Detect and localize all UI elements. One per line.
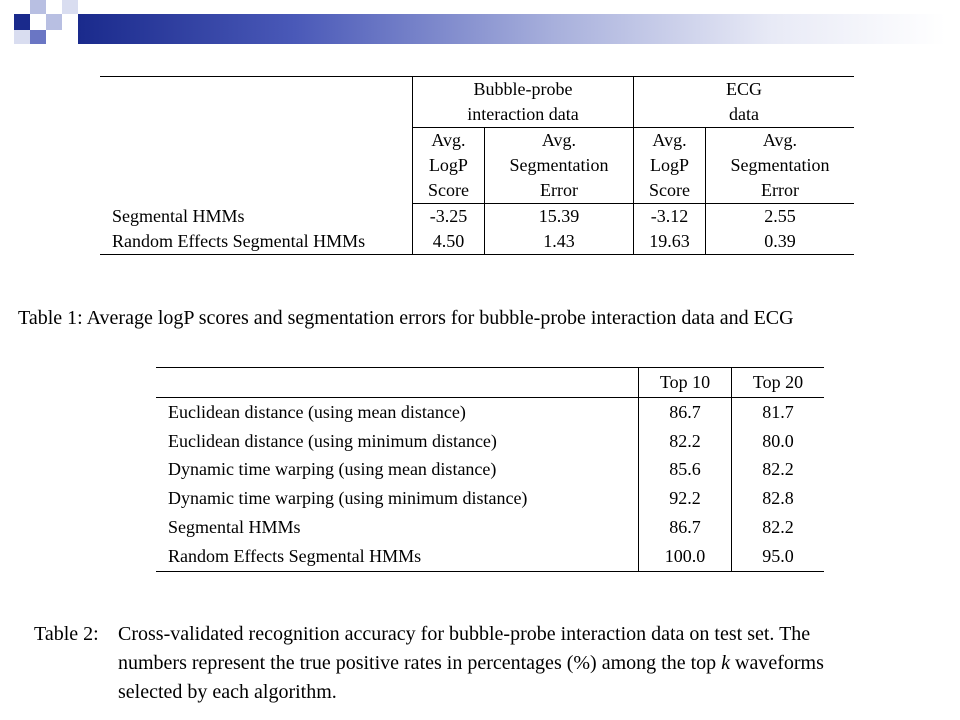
table2-cell: 86.7 [639,397,732,426]
table2-cell: 80.0 [762,430,794,451]
header-gradient-bar [78,14,946,44]
table-1 [100,76,854,255]
subheader-line: Segmentation [509,155,609,175]
table-row [156,484,824,513]
table-row [156,513,824,542]
table2-row-label: Euclidean distance (using minimum distance) [156,427,639,456]
subheader-line: Avg. [652,130,687,150]
caption-text: numbers represent the true positive rates in percentages (%) among the top [118,652,722,674]
table2-row-label: Dynamic time warping (using minimum distance) [156,484,639,513]
subheader-line: LogP [650,155,690,175]
table1-cell: -3.12 [634,204,706,230]
table1-group-bubble-line2: interaction data [467,104,579,124]
table2-cell: 82.2 [762,459,794,480]
table1-cell: 19.63 [634,229,706,255]
table1-cell: 0.39 [705,229,854,255]
subheader-line: LogP [428,155,468,175]
table-row [156,427,824,456]
table2-caption-line2 [118,649,950,678]
table2-header-top20: Top 20 [732,368,824,398]
table1-caption: Table 1: Average logP scores and segmentation errors for bubble-probe interaction data and ECG [18,307,794,329]
table2-row-label: Segmental HMMs [156,513,639,542]
table2-cell: 86.7 [639,513,732,542]
caption-k: k [721,652,731,674]
table2-cell: 85.6 [639,455,732,484]
table2-cell: 82.2 [639,427,732,456]
table1-cell: 15.39 [484,204,633,230]
table2-corner [156,368,639,398]
table1-subheader-2 [484,128,633,204]
subheader-line: Avg. [762,130,798,150]
table2-caption-body [118,620,950,707]
header-square-5 [14,30,30,44]
subheader-line: Error [760,180,799,200]
table1-group-bubble-line1: Bubble-probe [473,79,573,99]
table1-cell: 4.50 [413,229,485,255]
header-square-1 [14,14,30,30]
table1-corner [100,77,413,204]
subheader-line: Score [427,180,469,200]
table1-group-bubble [413,77,634,128]
table1-cell: 1.43 [484,229,633,255]
table1-cell: 2.55 [764,206,796,226]
subheader-line: Avg. [431,130,466,150]
table2-cell: 82.2 [762,516,794,537]
table2-cell: 92.2 [639,484,732,513]
table-row [156,455,824,484]
table2-row-label: Random Effects Segmental HMMs [156,542,639,571]
table1-subheader-1 [413,128,485,204]
table-2 [156,367,824,572]
table2-cell: 82.8 [762,488,794,509]
table1-subheader-3 [634,128,706,204]
subheader-line: Segmentation [730,155,830,175]
table1-cell: -3.25 [413,204,485,230]
table1-row-label: Random Effects Segmental HMMs [100,229,413,255]
table-row [156,542,824,571]
header-square-6 [62,0,78,14]
table1-group-ecg-line2: data [729,104,760,124]
table2-caption-line3: selected by each algorithm. [118,681,337,703]
table2-cell: 95.0 [732,542,824,571]
table2-cell: 81.7 [762,401,794,422]
caption-text: waveforms [730,652,824,674]
table2-row-label: Dynamic time warping (using mean distance) [156,455,639,484]
table1-group-ecg [634,77,854,128]
table1-subheader-4 [705,128,854,204]
table2-caption-line1: Cross-validated recognition accuracy for bubble-probe interaction data on test set. The [118,623,811,645]
table2-cell: 100.0 [639,542,732,571]
table2-header-top10: Top 10 [639,368,732,398]
header-square-4 [30,30,46,44]
table-row [156,397,824,426]
table-row [100,204,854,230]
subheader-line: Score [649,180,690,200]
table2-caption-tag: Table 2: [34,623,99,645]
header-square-3 [46,14,62,30]
table1-row-label: Segmental HMMs [100,204,413,230]
subheader-line: Avg. [541,130,577,150]
table2-row-label: Euclidean distance (using mean distance) [156,397,639,426]
table-row [100,229,854,255]
subheader-line: Error [539,180,578,200]
table1-group-ecg-line1: ECG [726,79,763,99]
header-square-2 [30,0,46,14]
